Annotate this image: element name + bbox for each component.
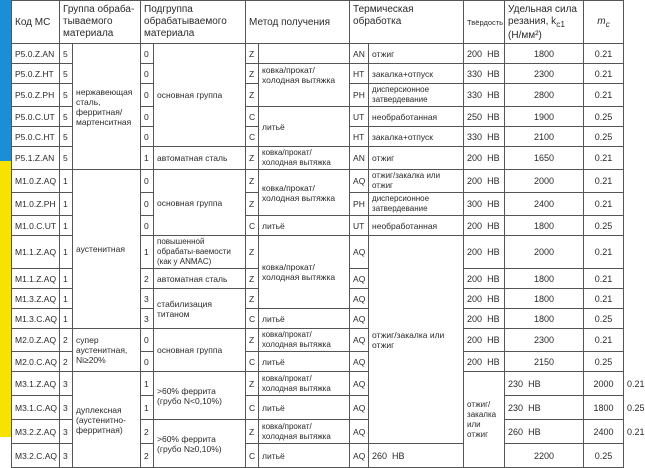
material-table bbox=[11, 0, 645, 468]
kc-value: 2150 bbox=[505, 352, 584, 372]
method-name: литьё bbox=[259, 309, 350, 329]
heat-code: AQ bbox=[350, 444, 369, 468]
mc-label: m bbox=[597, 16, 606, 27]
group-number: 3 bbox=[60, 396, 73, 420]
group-number: 5 bbox=[60, 147, 73, 170]
hardness-value: 200 HB bbox=[464, 289, 505, 309]
group-number: 3 bbox=[60, 420, 73, 444]
code-cell: M1.0.C.UT bbox=[12, 216, 60, 236]
group-number: 5 bbox=[60, 64, 73, 84]
kc-value: 1800 bbox=[505, 309, 584, 329]
header-hardness: Твёрдость bbox=[464, 1, 505, 44]
method-name: ковка/прокат/ холодная вытяжка bbox=[259, 170, 350, 216]
hardness-value: 200 HB bbox=[464, 269, 505, 289]
kc-unit: (Н/мм²) bbox=[508, 30, 542, 41]
kc-value: 1800 bbox=[505, 216, 584, 236]
mc-value: 0.25 bbox=[584, 444, 624, 468]
mc-value: 0.21 bbox=[584, 329, 624, 352]
heat-name: закалка+отпуск bbox=[369, 64, 464, 84]
method-name: литьё bbox=[259, 444, 350, 468]
group-name: дуплексная (аустенитно-ферритная) bbox=[73, 372, 141, 468]
code-cell: M3.2.Z.AQ bbox=[12, 420, 60, 444]
group-number: 1 bbox=[60, 236, 73, 269]
heat-code: AQ bbox=[350, 309, 369, 329]
table-row: M3.2.Z.AQ 3 2 >60% феррита (грубо N≥0,10%) Z ковка/прокат/ холодная вытяжка AQ 260 HB 2400 0.21 bbox=[12, 420, 624, 444]
kc-value: 1900 bbox=[505, 107, 584, 127]
heat-code: AN bbox=[350, 147, 369, 170]
mc-value: 0.25 bbox=[584, 309, 624, 329]
code-cell: M1.0.Z.AQ bbox=[12, 170, 60, 193]
method-name: литьё bbox=[259, 396, 350, 420]
code-cell: M2.0.Z.AQ bbox=[12, 329, 60, 352]
table-row bbox=[12, 329, 624, 352]
subgroup-number: 0 bbox=[141, 84, 154, 107]
group-number: 5 bbox=[60, 127, 73, 147]
subgroup-number: 0 bbox=[141, 64, 154, 84]
group-name: супер аустенитная, Ni≥20% bbox=[73, 329, 141, 372]
heat-code: HT bbox=[350, 64, 369, 84]
kc-value: 1800 bbox=[584, 396, 624, 420]
method-code: Z bbox=[246, 236, 259, 269]
heat-code: AQ bbox=[350, 236, 369, 269]
hardness-value: 300 HB bbox=[464, 193, 505, 216]
mc-value: 0.25 bbox=[584, 352, 624, 372]
method-name: литьё bbox=[259, 107, 350, 147]
method-code: Z bbox=[246, 147, 259, 170]
mc-value: 0.25 bbox=[584, 127, 624, 147]
heat-name: отжиг/закалка или отжиг bbox=[369, 170, 464, 193]
method-code: Z bbox=[246, 84, 259, 107]
subgroup-number: 0 bbox=[141, 216, 154, 236]
method-name: литьё bbox=[259, 352, 350, 372]
subgroup-number: 1 bbox=[141, 147, 154, 170]
hardness-value: 230 HB bbox=[505, 396, 584, 420]
hardness-value: 200 HB bbox=[464, 170, 505, 193]
mc-value: 0.21 bbox=[584, 289, 624, 309]
mc-subscript: c bbox=[605, 19, 610, 29]
hardness-value: 260 HB bbox=[505, 420, 584, 444]
mc-value: 0.21 bbox=[584, 193, 624, 216]
hardness-value: 260 HB bbox=[369, 444, 464, 468]
group-number: 5 bbox=[60, 44, 73, 64]
header-specific-cutting-force bbox=[505, 1, 584, 44]
group-number: 5 bbox=[60, 84, 73, 107]
method-name: ковка/прокат/ холодная вытяжка bbox=[259, 420, 350, 444]
code-cell: P5.0.Z.HT bbox=[12, 64, 60, 84]
heat-name: отжиг/закалка или отжиг bbox=[464, 372, 505, 468]
hardness-value: 330 HB bbox=[464, 64, 505, 84]
method-code: C bbox=[246, 127, 259, 147]
heat-name: отжиг bbox=[369, 147, 464, 170]
kc-value: 2800 bbox=[505, 84, 584, 107]
group-m-color-stripe bbox=[0, 161, 11, 437]
heat-name: необработанная bbox=[369, 107, 464, 127]
kc-value: 1800 bbox=[505, 44, 584, 64]
code-cell: P5.1.Z.AN bbox=[12, 147, 60, 170]
method-code: C bbox=[246, 444, 259, 468]
method-code: C bbox=[246, 107, 259, 127]
group-number: 1 bbox=[60, 269, 73, 289]
header-subgroup: Подгруппа обрабатываемого материала bbox=[141, 1, 246, 44]
heat-code: AN bbox=[350, 44, 369, 64]
code-cell: P5.0.C.UT bbox=[12, 107, 60, 127]
subgroup-number: 3 bbox=[141, 309, 154, 329]
kc-value: 2100 bbox=[505, 127, 584, 147]
hardness-value: 230 HB bbox=[505, 372, 584, 396]
code-cell: M1.0.Z.PH bbox=[12, 193, 60, 216]
method-name: ковка/прокат/ холодная вытяжка bbox=[259, 64, 350, 107]
subgroup-number: 2 bbox=[141, 420, 154, 444]
heat-code: PH bbox=[350, 193, 369, 216]
method-name bbox=[259, 44, 350, 64]
group-number: 1 bbox=[60, 309, 73, 329]
method-code: Z bbox=[246, 329, 259, 352]
mc-value: 0.25 bbox=[584, 216, 624, 236]
kc-value: 2000 bbox=[505, 170, 584, 193]
mc-value: 0.21 bbox=[584, 44, 624, 64]
subgroup-number: 1 bbox=[141, 396, 154, 420]
subgroup-name: автоматная сталь bbox=[154, 147, 246, 170]
subgroup-name: автоматная сталь bbox=[154, 269, 246, 289]
code-cell: P5.0.Z.AN bbox=[12, 44, 60, 64]
method-code: C bbox=[246, 352, 259, 372]
subgroup-number: 0 bbox=[141, 193, 154, 216]
heat-code: PH bbox=[350, 84, 369, 107]
method-code: Z bbox=[246, 170, 259, 193]
heat-code: HT bbox=[350, 127, 369, 147]
code-cell: M3.2.C.AQ bbox=[12, 444, 60, 468]
method-code: Z bbox=[246, 420, 259, 444]
group-number: 1 bbox=[60, 193, 73, 216]
group-name: аустенитная bbox=[73, 170, 141, 329]
kc-label: Удельная сила резания, k bbox=[508, 4, 577, 27]
hardness-value: 200 HB bbox=[464, 309, 505, 329]
header-mc bbox=[584, 1, 624, 44]
subgroup-name: >60% феррита (грубо N≥0,10%) bbox=[154, 420, 246, 468]
heat-code: AQ bbox=[350, 269, 369, 289]
subgroup-number: 3 bbox=[141, 289, 154, 309]
method-code: C bbox=[246, 309, 259, 329]
table-row: M3.1.C.AQ 3 1 C литьё AQ 230 HB 1800 0.25 bbox=[12, 396, 624, 420]
heat-name: дисперсионное затвердевание bbox=[369, 84, 464, 107]
table-row: M3.1.Z.AQ 3 дуплексная (аустенитно-ферритная) 1 >60% феррита (грубо N<0,10%) Z ковка/прокат/ холодная вытяжка AQ отжиг/закалка или отжиг 230 HB 2000 0.21 bbox=[12, 372, 624, 396]
hardness-value: 200 HB bbox=[464, 329, 505, 352]
subgroup-name: основная группа bbox=[154, 329, 246, 372]
heat-code: UT bbox=[350, 107, 369, 127]
mc-value: 0.21 bbox=[584, 236, 624, 269]
header-row bbox=[12, 1, 624, 44]
kc-value: 1650 bbox=[505, 147, 584, 170]
header-method: Метод получения bbox=[246, 1, 350, 44]
subgroup-number: 2 bbox=[141, 269, 154, 289]
subgroup-number: 2 bbox=[141, 444, 154, 468]
code-cell: P5.0.C.HT bbox=[12, 127, 60, 147]
heat-code: AQ bbox=[350, 372, 369, 396]
table-row bbox=[12, 44, 624, 64]
heat-code: UT bbox=[350, 216, 369, 236]
method-code: C bbox=[246, 396, 259, 420]
subgroup-name: повышенной обрабаты-ваемости (как у ANMAC) bbox=[154, 236, 246, 269]
method-name: ковка/прокат/ холодная вытяжка bbox=[259, 372, 350, 396]
code-cell: P5.0.Z.PH bbox=[12, 84, 60, 107]
heat-name: необработанная bbox=[369, 216, 464, 236]
mc-value: 0.21 bbox=[584, 170, 624, 193]
kc-value: 2000 bbox=[505, 236, 584, 269]
method-code: Z bbox=[246, 269, 259, 289]
method-name: ковка/прокат/ холодная вытяжка bbox=[259, 329, 350, 352]
code-cell: M1.3.Z.AQ bbox=[12, 289, 60, 309]
subgroup-name: основная группа bbox=[154, 170, 246, 236]
group-name: нержавеющая сталь, ферритная/ мартенситная bbox=[73, 44, 141, 170]
mc-value: 0.21 bbox=[584, 84, 624, 107]
heat-code: AQ bbox=[350, 289, 369, 309]
code-cell: M3.1.Z.AQ bbox=[12, 372, 60, 396]
subgroup-name: >60% феррита (грубо N<0,10%) bbox=[154, 372, 246, 420]
code-cell: M1.1.Z.AQ bbox=[12, 236, 60, 269]
kc-value: 1800 bbox=[505, 269, 584, 289]
hardness-value: 200 HB bbox=[464, 216, 505, 236]
mc-value: 0.25 bbox=[584, 107, 624, 127]
kc-value: 2200 bbox=[505, 444, 584, 468]
code-cell: M1.1.Z.AQ bbox=[12, 269, 60, 289]
group-number: 1 bbox=[60, 170, 73, 193]
header-group: Группа обраба-тываемого материала bbox=[60, 1, 141, 44]
heat-code: AQ bbox=[350, 396, 369, 420]
heat-name: отжиг bbox=[369, 44, 464, 64]
code-cell: M3.1.C.AQ bbox=[12, 396, 60, 420]
subgroup-number: 0 bbox=[141, 127, 154, 147]
group-number: 1 bbox=[60, 289, 73, 309]
table-row bbox=[12, 170, 624, 193]
hardness-value: 330 HB bbox=[464, 127, 505, 147]
method-code: Z bbox=[246, 289, 259, 309]
header-code: Код МС bbox=[12, 1, 60, 44]
method-code: C bbox=[246, 216, 259, 236]
kc-subscript: c1 bbox=[556, 19, 565, 29]
group-number: 5 bbox=[60, 107, 73, 127]
heat-code: AQ bbox=[350, 352, 369, 372]
header-heat-treatment: Термическая обработка bbox=[350, 1, 464, 44]
subgroup-name: стабилизация титаном bbox=[154, 289, 246, 329]
subgroup-number: 0 bbox=[141, 170, 154, 193]
kc-value: 1800 bbox=[505, 289, 584, 309]
heat-name: закалка+отпуск bbox=[369, 127, 464, 147]
mc-value: 0.21 bbox=[584, 64, 624, 84]
method-name: ковка/прокат/ холодная вытяжка bbox=[259, 236, 350, 309]
method-name: ковка/прокат/ холодная вытяжка bbox=[259, 147, 350, 170]
subgroup-number: 0 bbox=[141, 44, 154, 64]
hardness-value: 200 HB bbox=[464, 44, 505, 64]
method-code: Z bbox=[246, 372, 259, 396]
heat-code: AQ bbox=[350, 420, 369, 444]
group-number: 2 bbox=[60, 352, 73, 372]
heat-name: отжиг/закалка или отжиг bbox=[369, 236, 464, 444]
group-number: 3 bbox=[60, 444, 73, 468]
kc-value: 2400 bbox=[584, 420, 624, 444]
subgroup-number: 0 bbox=[141, 352, 154, 372]
heat-code: AQ bbox=[350, 170, 369, 193]
kc-value: 2300 bbox=[505, 64, 584, 84]
group-p-color-stripe bbox=[0, 0, 11, 161]
hardness-value: 200 HB bbox=[464, 147, 505, 170]
subgroup-name: основная группа bbox=[154, 44, 246, 147]
mc-value: 0.21 bbox=[584, 147, 624, 170]
hardness-value: 330 HB bbox=[464, 84, 505, 107]
hardness-value: 250 HB bbox=[464, 107, 505, 127]
method-name: литьё bbox=[259, 216, 350, 236]
subgroup-number: 0 bbox=[141, 107, 154, 127]
hardness-value: 200 HB bbox=[464, 352, 505, 372]
method-code: Z bbox=[246, 64, 259, 84]
hardness-value: 200 HB bbox=[464, 236, 505, 269]
subgroup-number: 0 bbox=[141, 329, 154, 352]
kc-value: 2400 bbox=[505, 193, 584, 216]
kc-value: 2300 bbox=[505, 329, 584, 352]
code-cell: M2.0.C.AQ bbox=[12, 352, 60, 372]
method-code: Z bbox=[246, 193, 259, 216]
heat-code: AQ bbox=[350, 329, 369, 352]
method-code: Z bbox=[246, 44, 259, 64]
subgroup-number: 1 bbox=[141, 372, 154, 396]
heat-name: дисперсионное затвердевание bbox=[369, 193, 464, 216]
subgroup-number: 1 bbox=[141, 236, 154, 269]
group-number: 1 bbox=[60, 216, 73, 236]
group-number: 2 bbox=[60, 329, 73, 352]
mc-value: 0.21 bbox=[584, 269, 624, 289]
group-number: 3 bbox=[60, 372, 73, 396]
code-cell: M1.3.C.AQ bbox=[12, 309, 60, 329]
kc-value: 2000 bbox=[584, 372, 624, 396]
